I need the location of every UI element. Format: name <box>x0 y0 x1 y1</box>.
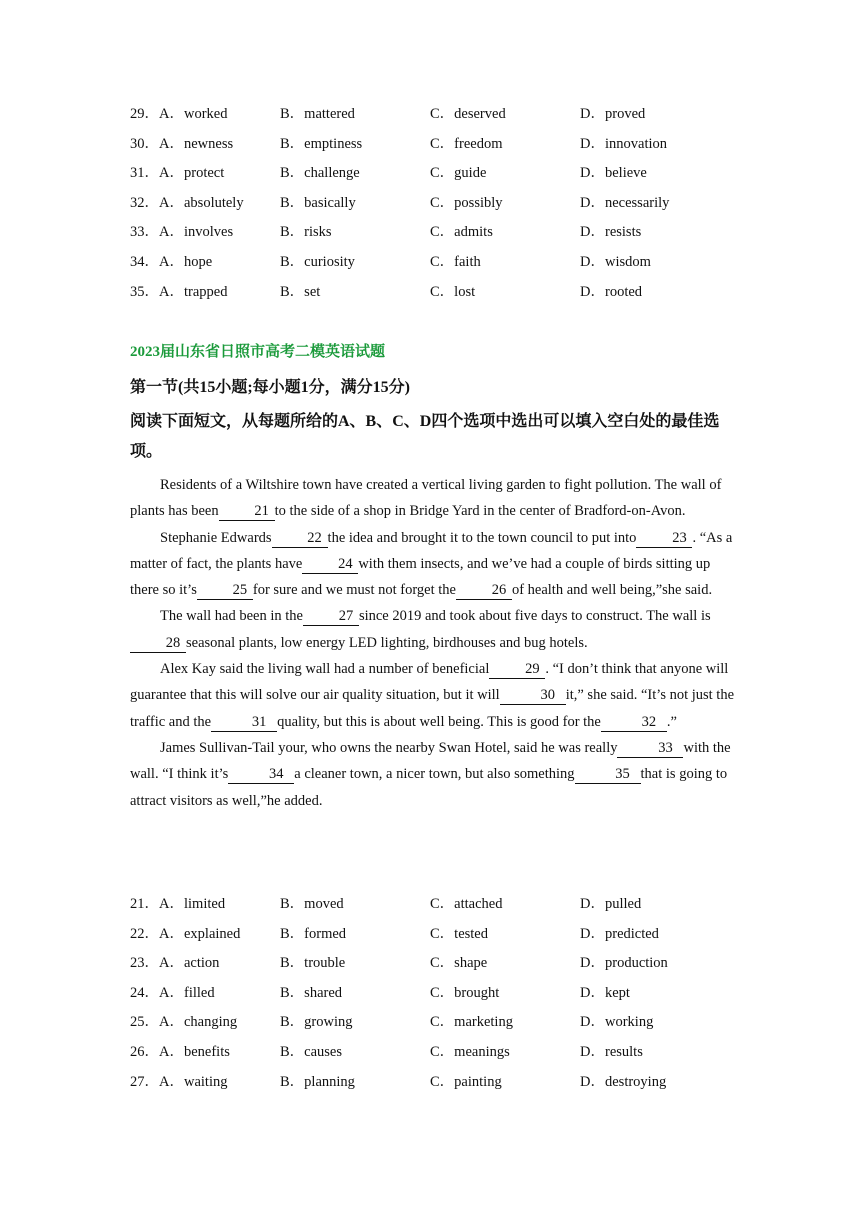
option-c: C．tested <box>430 925 488 942</box>
option-text: challenge <box>304 165 360 182</box>
blank-25: 25 <box>197 581 253 600</box>
option-a: 33．A．involves <box>130 224 234 241</box>
option-text: rooted <box>604 283 643 300</box>
option-c: C．shape <box>430 955 488 972</box>
option-a: 35．A．trapped <box>130 283 228 300</box>
question-row <box>130 100 750 130</box>
option-text: possibly <box>454 194 503 211</box>
exam-title: 2023届山东省日照市高考二模英语试题 <box>130 344 386 360</box>
option-text: painting <box>454 1073 502 1090</box>
question-row <box>130 130 750 160</box>
option-c: C．freedom <box>430 135 503 152</box>
option-d: D．believe <box>580 165 647 182</box>
blank-27: 27 <box>303 607 359 626</box>
option-b: B．basically <box>280 194 356 211</box>
option-text: believe <box>604 165 647 182</box>
option-text: tested <box>454 925 488 942</box>
option-text: basically <box>304 194 356 211</box>
question-number: 34 <box>130 253 145 270</box>
option-d: D．results <box>580 1043 643 1060</box>
option-b: B．curiosity <box>280 253 355 270</box>
option-text: attached <box>454 896 503 912</box>
option-text: working <box>604 1014 654 1031</box>
option-text: formed <box>304 925 347 942</box>
option-b: B．growing <box>280 1014 353 1031</box>
blank-22: 22 <box>272 529 328 548</box>
option-c: C．possibly <box>430 194 503 211</box>
option-text: action <box>183 955 220 972</box>
option-text: admits <box>454 224 493 241</box>
option-b: B．set <box>280 283 321 300</box>
blank-32: 32 <box>601 713 667 732</box>
question-row <box>130 1068 750 1098</box>
question-number: 33 <box>130 224 145 241</box>
option-text: innovation <box>604 135 668 152</box>
question-row <box>130 890 750 920</box>
question-row <box>130 159 750 189</box>
option-text: kept <box>604 984 630 1001</box>
question-row <box>130 979 750 1009</box>
option-d: D．rooted <box>580 283 643 300</box>
bottom-options <box>130 890 750 1097</box>
option-d: D．innovation <box>580 135 668 152</box>
option-text: causes <box>304 1043 343 1060</box>
option-text: proved <box>604 106 646 122</box>
option-text: newness <box>183 135 234 152</box>
question-number: 27 <box>130 1073 145 1090</box>
blank-30: 30 <box>500 686 566 705</box>
question-number: 22 <box>130 925 145 942</box>
passage <box>130 472 740 814</box>
option-d: D．proved <box>580 106 646 122</box>
option-text: absolutely <box>183 194 244 211</box>
option-text: necessarily <box>604 194 670 211</box>
option-b: B．mattered <box>280 106 355 122</box>
paragraph-2: Stephanie Edwards 22 the idea and brought it to the town council to put into 23 . “As a matter of fact, the plants have 24 with them insects, and we’ve had a couple of birds sitting up there so it’s 25 for sure and we must not forget the 26 of health and well being,”she said. <box>130 529 733 599</box>
option-text: set <box>304 283 321 300</box>
option-text: emptiness <box>304 135 363 152</box>
option-a: 31．A．protect <box>130 165 225 182</box>
question-row <box>130 949 750 979</box>
option-text: faith <box>454 253 481 270</box>
top-options <box>130 100 750 307</box>
option-text: mattered <box>304 106 355 122</box>
option-text: lost <box>454 283 476 300</box>
option-d: D．kept <box>580 984 630 1001</box>
option-b: B．planning <box>280 1073 355 1090</box>
paragraph-1: Residents of a Wiltshire town have created a vertical living garden to fight pollution. The wall of plants has been 21 to the side of a shop in Bridge Yard in the center of Bradford-on-Avon. <box>130 477 722 520</box>
blank-21: 21 <box>219 502 275 521</box>
option-text: production <box>604 955 668 972</box>
question-number: 21 <box>130 896 145 912</box>
instruction-text: 阅读下面短文，从每题所给的A、B、C、D四个选项中选出可以填入空白处的最佳选项。 <box>130 413 720 460</box>
question-number: 25 <box>130 1014 145 1031</box>
option-text: destroying <box>604 1073 667 1090</box>
blank-26: 26 <box>456 581 512 600</box>
option-d: D．necessarily <box>580 194 670 211</box>
option-text: benefits <box>183 1043 230 1060</box>
option-text: explained <box>183 925 241 942</box>
question-number: 30 <box>130 135 145 152</box>
option-c: C．admits <box>430 224 493 241</box>
option-text: wisdom <box>604 253 651 270</box>
option-text: curiosity <box>304 253 355 270</box>
option-text: protect <box>183 165 225 182</box>
option-a: 32．A．absolutely <box>130 194 244 211</box>
question-row <box>130 189 750 219</box>
paragraph-3: The wall had been in the 27 since 2019 and took about five days to construct. The wall is 28 seasonal plants, low energy LED lighting, birdhouses and bug hotels. <box>130 603 740 656</box>
paragraph-4: Alex Kay said the living wall had a number of beneficial 29 . “I don’t think that anyone will guarantee that this will solve our air quality situation, but it will 30 it,” she said. “It’s not just the traffic and the 31 quality, but this is about well being. This is good for the 32 .” <box>130 661 735 730</box>
option-text: changing <box>183 1014 238 1031</box>
option-text: pulled <box>604 896 642 912</box>
section-heading: 第一节(共15小题;每小题1分，满分15分) <box>130 379 410 396</box>
option-c: C．marketing <box>430 1014 513 1031</box>
option-b: B．trouble <box>280 955 346 972</box>
question-number: 23 <box>130 955 145 972</box>
option-text: trouble <box>304 955 346 972</box>
option-text: results <box>604 1043 643 1060</box>
option-text: trapped <box>183 283 228 300</box>
option-b: B．shared <box>280 984 343 1001</box>
option-a: 30．A．newness <box>130 135 234 152</box>
question-row <box>130 920 750 950</box>
option-c: C．meanings <box>430 1043 510 1060</box>
option-text: resists <box>604 224 642 241</box>
option-b: B．moved <box>280 896 344 912</box>
option-c: C．attached <box>430 896 503 912</box>
question-row <box>130 218 750 248</box>
option-text: meanings <box>454 1043 510 1060</box>
option-d: D．predicted <box>580 925 659 942</box>
option-d: D．pulled <box>580 896 642 912</box>
option-c: C．lost <box>430 283 476 300</box>
option-a: 29．A．worked <box>130 106 228 122</box>
option-a: 25．A．changing <box>130 1014 238 1031</box>
option-c: C．deserved <box>430 106 506 122</box>
option-text: brought <box>454 984 500 1001</box>
option-d: D．wisdom <box>580 253 651 270</box>
question-row <box>130 1038 750 1068</box>
paragraph-5: James Sullivan-Tail your, who owns the nearby Swan Hotel, said he was really 33 with the wall. “I think it’s 34 a cleaner town, a nicer town, but also something 35 that is going to attract visitors as well,”he added. <box>130 739 731 809</box>
option-b: B．challenge <box>280 165 360 182</box>
question-number: 32 <box>130 194 145 211</box>
blank-29: 29 <box>489 660 545 679</box>
option-c: C．guide <box>430 165 487 182</box>
option-text: hope <box>183 253 213 270</box>
option-b: B．emptiness <box>280 135 363 152</box>
blank-35: 35 <box>575 765 641 784</box>
option-text: shape <box>454 955 488 972</box>
option-a: 21．A．limited <box>130 896 226 912</box>
option-text: growing <box>304 1014 353 1031</box>
option-a: 34．A．hope <box>130 253 213 270</box>
question-number: 35 <box>130 283 145 300</box>
option-c: C．faith <box>430 253 481 270</box>
option-a: 23．A．action <box>130 955 220 972</box>
question-number: 31 <box>130 165 145 182</box>
option-text: limited <box>183 896 226 912</box>
option-text: moved <box>304 896 344 912</box>
question-number: 29 <box>130 106 145 122</box>
question-number: 24 <box>130 984 145 1001</box>
question-number: 26 <box>130 1043 145 1060</box>
option-a: 27．A．waiting <box>130 1073 228 1090</box>
blank-33: 33 <box>617 739 683 758</box>
blank-34: 34 <box>228 765 294 784</box>
option-b: B．formed <box>280 925 347 942</box>
option-d: D．resists <box>580 224 642 241</box>
option-b: B．causes <box>280 1043 343 1060</box>
option-a: 26．A．benefits <box>130 1043 230 1060</box>
question-row <box>130 248 750 278</box>
option-text: planning <box>304 1073 355 1090</box>
blank-31: 31 <box>211 713 277 732</box>
option-text: deserved <box>454 106 506 122</box>
option-d: D．destroying <box>580 1073 667 1090</box>
question-row <box>130 278 750 308</box>
question-row <box>130 1008 750 1038</box>
option-text: freedom <box>454 135 503 152</box>
blank-28: 28 <box>130 634 186 653</box>
option-text: risks <box>304 224 332 241</box>
option-a: 24．A．filled <box>130 984 215 1001</box>
option-text: guide <box>454 165 487 182</box>
option-text: filled <box>183 984 215 1001</box>
option-text: marketing <box>454 1014 513 1031</box>
option-text: predicted <box>604 925 659 942</box>
option-text: involves <box>183 224 234 241</box>
option-text: waiting <box>183 1073 228 1090</box>
option-text: shared <box>304 984 343 1001</box>
blank-24: 24 <box>302 555 358 574</box>
option-a: 22．A．explained <box>130 925 241 942</box>
option-d: D．working <box>580 1014 654 1031</box>
blank-23: 23 <box>636 529 692 548</box>
option-d: D．production <box>580 955 668 972</box>
option-c: C．brought <box>430 984 500 1001</box>
option-b: B．risks <box>280 224 332 241</box>
option-c: C．painting <box>430 1073 502 1090</box>
option-text: worked <box>183 106 228 122</box>
